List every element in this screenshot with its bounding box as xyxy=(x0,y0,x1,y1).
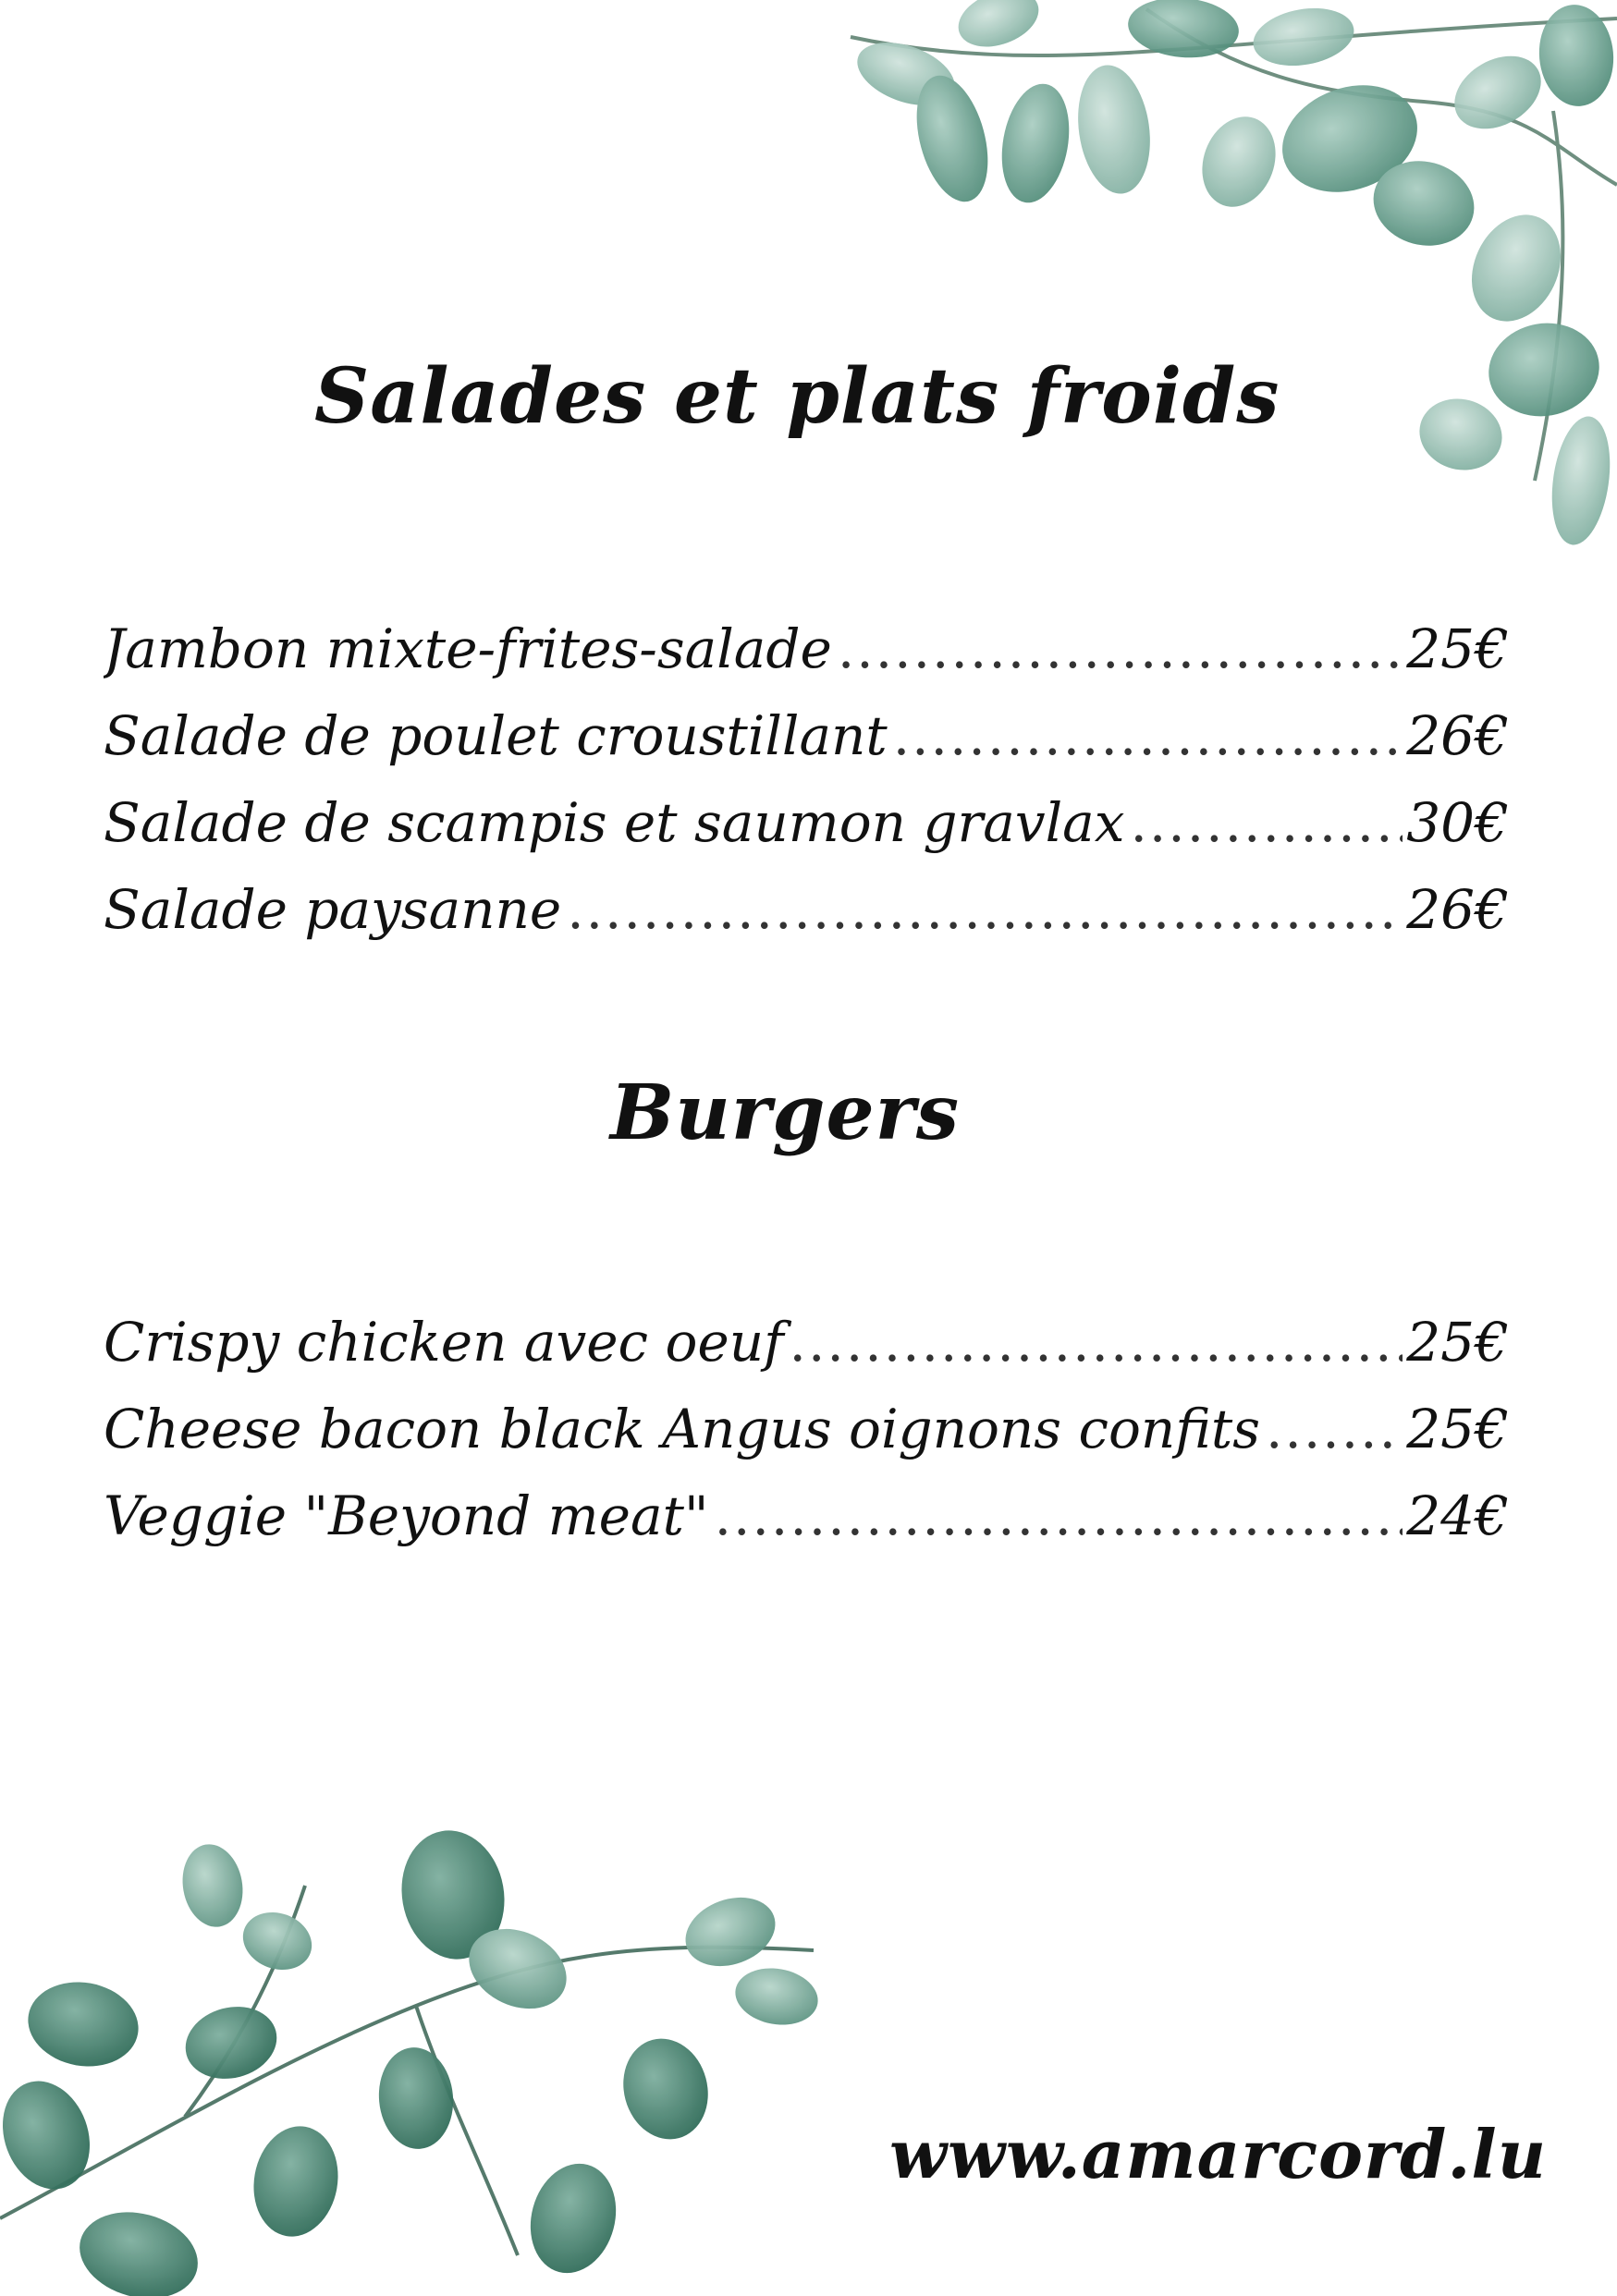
menu-item-price: 25€ xyxy=(1406,1311,1509,1374)
dot-leader xyxy=(893,692,1403,779)
menu-item xyxy=(104,1386,1509,1472)
menu-item-price: 26€ xyxy=(1406,704,1509,767)
menu-item-name: Salade paysanne xyxy=(104,878,562,941)
menu-item-name: Salade de poulet croustillant xyxy=(104,704,888,767)
menu-item xyxy=(104,1472,1509,1559)
menu-item-price: 30€ xyxy=(1406,791,1509,854)
section-title-burgers: Burgers xyxy=(610,1069,961,1157)
menu-item-price: 25€ xyxy=(1406,1398,1509,1460)
menu-item-price: 24€ xyxy=(1406,1484,1509,1547)
dot-leader xyxy=(790,1299,1403,1386)
menu-item-price: 25€ xyxy=(1406,617,1509,680)
dot-leader xyxy=(838,605,1403,692)
menu-item xyxy=(104,692,1509,779)
dot-leader xyxy=(1266,1386,1403,1472)
menu-item xyxy=(104,605,1509,692)
menu-item-name: Veggie "Beyond meat" xyxy=(104,1484,709,1547)
section-title-salads: Salades et plats froids xyxy=(314,352,1280,441)
dot-leader xyxy=(715,1472,1403,1559)
website-url: www.amarcord.lu xyxy=(889,2115,1548,2193)
eucalyptus-leaves-bottom-icon xyxy=(0,1830,832,2296)
salads-menu-list xyxy=(104,605,1509,953)
menu-item xyxy=(104,866,1509,953)
menu-item xyxy=(104,779,1509,866)
menu-item-name: Crispy chicken avec oeuf xyxy=(104,1311,784,1374)
menu-item-name: Cheese bacon black Angus oignons confits xyxy=(104,1398,1260,1460)
menu-item-name: Jambon mixte-frites-salade xyxy=(104,617,832,680)
menu-item-name: Salade de scampis et saumon gravlax xyxy=(104,791,1125,854)
dot-leader xyxy=(1130,779,1403,866)
eucalyptus-leaves-top-icon xyxy=(795,0,1617,564)
menu-item-price: 26€ xyxy=(1406,878,1509,941)
dot-leader xyxy=(567,866,1403,953)
menu-item xyxy=(104,1299,1509,1386)
burgers-menu-list xyxy=(104,1299,1509,1559)
